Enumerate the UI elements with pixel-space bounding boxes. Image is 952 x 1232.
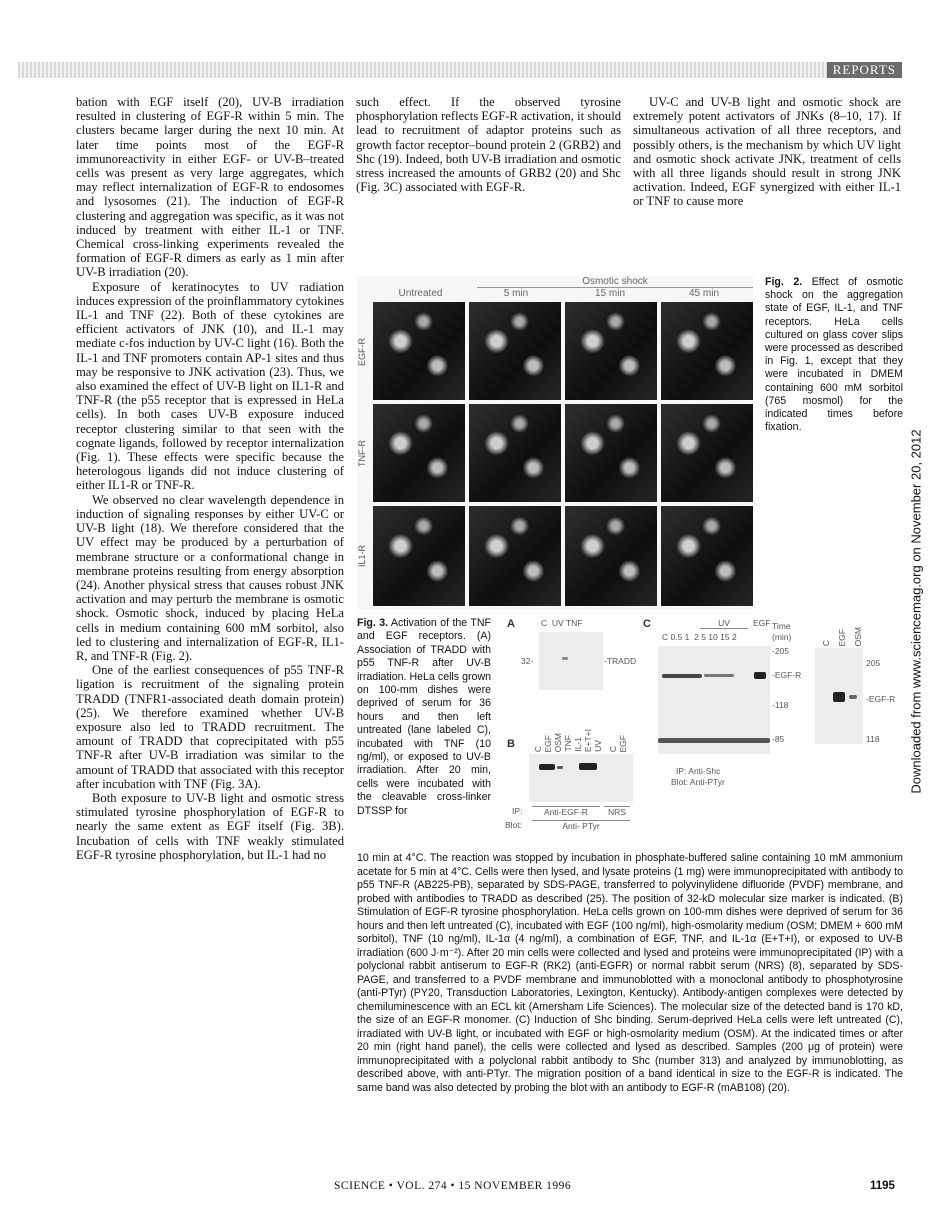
micrograph-panel — [661, 404, 753, 502]
micrograph-panel — [469, 506, 561, 606]
gel-band — [562, 657, 568, 660]
panel-c-side-marker-205: 205 — [866, 658, 881, 668]
figure-3-caption-part-a — [357, 617, 491, 818]
panel-c-gel — [658, 646, 770, 754]
panel-b-ip-label: Anti-EGF-R — [532, 806, 600, 817]
lane-label: E+T+I — [583, 728, 593, 752]
panel-c-min-label: (min) — [772, 632, 792, 642]
panel-c-side-marker-118: 118 — [866, 734, 880, 744]
column-label-5min: 5 min — [503, 288, 529, 299]
gel-band — [579, 763, 597, 770]
section-badge: REPORTS — [827, 62, 902, 78]
panel-b-ip-prefix: IP: — [512, 806, 523, 816]
gel-band — [662, 674, 702, 678]
lane-label: IL-1 — [573, 737, 583, 752]
figure-2-micrographs — [357, 276, 753, 610]
column-label-osmotic-shock: Osmotic shock — [477, 276, 753, 288]
panel-b-lane-labels — [533, 700, 633, 752]
micrograph-panel — [661, 506, 753, 606]
gel-band — [833, 692, 845, 702]
lane-label: UV — [593, 740, 603, 752]
panel-letter-a: A — [507, 618, 515, 630]
caption-text: Activation of the TNF and EGF receptors. (A) Association of TRADD with p55 TNF-R after UV-B irradiation. HeLa cells grown on 100-mm dishes were deprived of serum for 36 hours and then left untreated (lane labeled C), incubated with TNF (10 ng/ml), or exposed to UV-B irradiation. After 20 min, cells were incubated with the cleavable cross-linker DTSSP for — [357, 617, 491, 817]
caption-label: Fig. 3. — [357, 617, 389, 629]
panel-c-side-band-label: -EGF-R — [866, 694, 896, 704]
row-label-tnf-r: TNF-R — [357, 440, 367, 468]
row-label-egf-r: EGF-R — [357, 338, 367, 366]
panel-c-blot-label: Blot: Anti-PTyr — [671, 777, 725, 787]
micrograph-panel — [661, 302, 753, 400]
caption-text: Effect of osmotic shock on the aggregation state of EGF, IL-1, and TNF receptors. HeLa cells cultured on glass cover slips were processed as described in Fig. 1, except that they were incubated in DMEM containing 600 mM sorbitol (765 mosmol) for the indicated times before fixation. — [765, 276, 904, 434]
panel-c-egf-label: EGF — [753, 618, 771, 628]
download-note: Downloaded from www.sciencemag.org on November 20, 2012 — [908, 429, 924, 794]
lane-label: C — [608, 745, 618, 752]
panel-letter-b: B — [507, 738, 515, 750]
lane-label: OSM — [853, 626, 863, 646]
panel-c-marker-205: -205 — [772, 646, 790, 656]
lane-label: C — [533, 745, 543, 752]
column-label-untreated: Untreated — [398, 288, 443, 299]
paragraph: such effect. If the observed tyrosine phosphorylation reflects EGF-R activation, it should lead to recruitment of adaptor proteins such as growth factor receptor–bound protein 2 (GRB2) and Shc (19). Indeed, both UV-B irradiation and osmotic stress increased the amounts of GRB2 (20) and Shc (Fig. 3C) associated with EGF-R. — [356, 95, 622, 195]
gel-band — [849, 695, 857, 699]
panel-c-time-label: Time — [772, 621, 791, 631]
panel-b-blot-prefix: Blot: — [505, 820, 523, 830]
panel-c-marker-85: -85 — [772, 734, 785, 744]
panel-c-side-gel — [815, 648, 863, 744]
micrograph-panel — [469, 404, 561, 502]
paragraph: UV-C and UV-B light and osmotic shock are extremely potent activators of JNKs (8–10, 17). If simultaneous activation of all three receptors, and possibly others, is the mechanism by which UV light and osmotic shock activate JNK, treatment of cells with all three ligands should result in strong JNK activation. Indeed, EGF synergized with either IL-1 or TNF to cause more — [633, 95, 901, 209]
panel-a-marker: 32- — [521, 656, 534, 666]
figure-2-caption — [765, 276, 903, 434]
running-header-bar — [18, 62, 902, 78]
micrograph-panel — [469, 302, 561, 400]
micrograph-panel — [565, 506, 657, 606]
figure-3-caption-part-b: 10 min at 4°C. The reaction was stopped by incubation in phosphate-buffered saline containing 10 mM ammonium acetate for 5 min at 4°C. Cells were then lysed, and lysate proteins (1 mg) were immunoprecipitated with antibody to p55 TNF-R (AB225-PB), separated by SDS-PAGE, transferred to polyvinylidene difluoride (PVDF) membrane, and probed with antibodies to TRADD as described (25). The position of 32-kD molecular size marker is indicated. (B) Stimulation of EGF-R tyrosine phosphorylation. HeLa cells grown on 100-mm dishes were deprived of serum for 36 hours and then left untreated (C), incubated with EGF (100 ng/ml), high-osmolarity medium (OSM; DMEM + 600 mM sorbitol), TNF (10 ng/ml), IL-1α (4 ng/ml), a combination of EGF, TNF, and IL-1α (E+T+I), or exposed to UV-B irradiation (600 J·m⁻²). After 20 min cells were collected and lysed and proteins were immunoprecipitated (IP) with a polyclonal rabbit antiserum to EGF-R (RK2) (anti-EGFR) or normal rabbit serum (NRS) (8), separated by SDS-PAGE, and transferred to a PVDF membrane and immunoblotted with a monoclonal antibody to phosphotyrosine (anti-PTyr) (PY20, Transduction Laboratories, Lexington, Kentucky). Antibody-antigen complexes were detected by chemiluminescence with an ECL kit (Amersham Life Sciences). The molecular size of the detected band is 170 kD, the size of an EGF-R monomer. (C) Induction of Shc binding. Serum-deprived HeLa cells were left untreated (C), irradiated with UV-B light, or incubated with EGF or high-osmolarity medium (OSM). At the indicated times or after 20 min (right hand panel), the cells were collected and lysed as described. Samples (200 μg of protein) were immunoprecipitated with a polyclonal rabbit antibody to Shc (number 313) and analyzed by immunoblotting, as described above, with anti-PTyr. The migration position of a band identical in size to the EGF-R is indicated. The same band was also detected by probing the blot with an antibody to EGF-R (mAB108) (20). — [357, 852, 903, 1094]
panel-c-ip-label: IP: Anti-Shc — [676, 766, 721, 776]
micrograph-panel — [373, 506, 465, 606]
gel-band — [704, 674, 734, 677]
micrograph-panel — [565, 404, 657, 502]
download-watermark — [905, 395, 927, 835]
journal-citation: SCIENCE • VOL. 274 • 15 NOVEMBER 1996 — [334, 1180, 572, 1192]
panel-c-side-lane-labels — [815, 618, 875, 646]
panel-c-uv-label: UV — [700, 618, 748, 629]
column-label-15min: 15 min — [594, 288, 625, 299]
page-number: 1195 — [870, 1180, 895, 1192]
paragraph: Exposure of keratinocytes to UV radiation induces expression of the proinflammatory cytokines IL-1 and TNF (22). Both of these cytokines are efficient activators of JNK (10), and IL-1 may mediate c-fos induction by UV-C light (16). Both the IL-1 and TNF promoters contain AP-1 sites and thus may be responsive to JNK activation (23). Thus, we also examined the effect of UV-B light on IL1-R and TNF-R (the p55 receptor that is expressed in HeLa cells). In both cases UV-B exposure induced receptor clustering similar to that seen with the cognate ligands, followed by receptor internalization (Fig. 1). These effects were specific because the heterologous ligands did not induce clustering of either IL1-R or TNF-R. — [76, 279, 344, 493]
lane-label: TNF — [563, 735, 573, 752]
text-column-1 — [76, 95, 344, 862]
paragraph: bation with EGF itself (20), UV-B irradiation resulted in clustering of EGF-R within 5 min. The clusters became larger during the next 10 min. At later time points most of the EGF-R immunoreactivity in either EGF- or UV-B–treated cells was present as very large aggregates, which may reflect internalization of EGF-R to endosomes and lysosomes (21). The induction of EGF-R clustering and aggregation was specific, as it was not induced by treatment with either IL-1 or TNF. Chemical cross-linking experiments revealed the formation of EGF-R dimers as early as 1 min after UV-B irradiation (20). — [76, 95, 344, 280]
column-label-45min: 45 min — [688, 288, 719, 299]
panel-c-band-label: -EGF-R — [772, 670, 802, 680]
lane-label: OSM — [553, 732, 563, 752]
row-label-il1-r: IL1-R — [357, 545, 367, 568]
panel-a-lane-labels: C UV TNF — [541, 618, 583, 628]
text-column-2 — [356, 95, 621, 194]
panel-b-blot-label: Anti- PTyr — [532, 820, 630, 831]
panel-b-nrs-label: NRS — [604, 806, 630, 817]
micrograph-panel — [565, 302, 657, 400]
paragraph: Both exposure to UV-B light and osmotic stress stimulated tyrosine phosphorylation of EGF-R to nearly the same extent as EGF itself (Fig. 3B). Incubation of cells with TNF weakly stimulated EGF-R tyrosine phosphorylation, but IL-1 had no — [76, 790, 344, 862]
lane-label: EGF — [543, 734, 553, 752]
panel-a-gel — [539, 632, 603, 690]
caption-label: Fig. 2. — [765, 276, 803, 288]
gel-band — [754, 672, 766, 679]
panel-b-gel — [529, 754, 633, 802]
panel-c-lane-labels: C 0.5 1 2 5 10 15 2 — [662, 632, 737, 642]
gel-band — [539, 764, 555, 770]
paragraph: We observed no clear wavelength dependence in induction of signaling responses by either UV-C or UV-B light (18). We therefore considered that the UV effect may be produced by a perturbation of membrane structure or a conformational change in membrane proteins resulting from energy absorption (24). Another physical stress that causes robust JNK activation and may perturb the membrane is osmotic shock. Osmotic shock, induced by placing HeLa cells in medium containing 600 mM sorbitol, also led to clustering and internalization of EGF-R, IL1-R, and TNF-R (Fig. 2). — [76, 492, 344, 663]
text-column-3 — [633, 95, 901, 209]
panel-a-band-label: -TRADD — [604, 656, 637, 666]
micrograph-panel — [373, 302, 465, 400]
panel-letter-c: C — [643, 618, 651, 630]
lane-label: EGF — [618, 734, 628, 752]
micrograph-panel — [373, 404, 465, 502]
paragraph: One of the earliest consequences of p55 TNF-R ligation is recruitment of the signaling protein TRADD (TNFR1-associated death domain protein) (25). We therefore examined whether UV-B exposure also led to TRADD recruitment. The amount of TRADD that coprecipitated with p55 TNF-R after UV-B irradiation was similar to the amount of TRADD that associated with this receptor after incubation with TNF (Fig. 3A). — [76, 663, 344, 791]
gel-band — [658, 738, 770, 743]
lane-label: EGF — [837, 628, 847, 646]
gel-band — [557, 766, 563, 769]
panel-c-marker-118: -118 — [772, 700, 789, 710]
lane-label: C — [821, 639, 831, 646]
